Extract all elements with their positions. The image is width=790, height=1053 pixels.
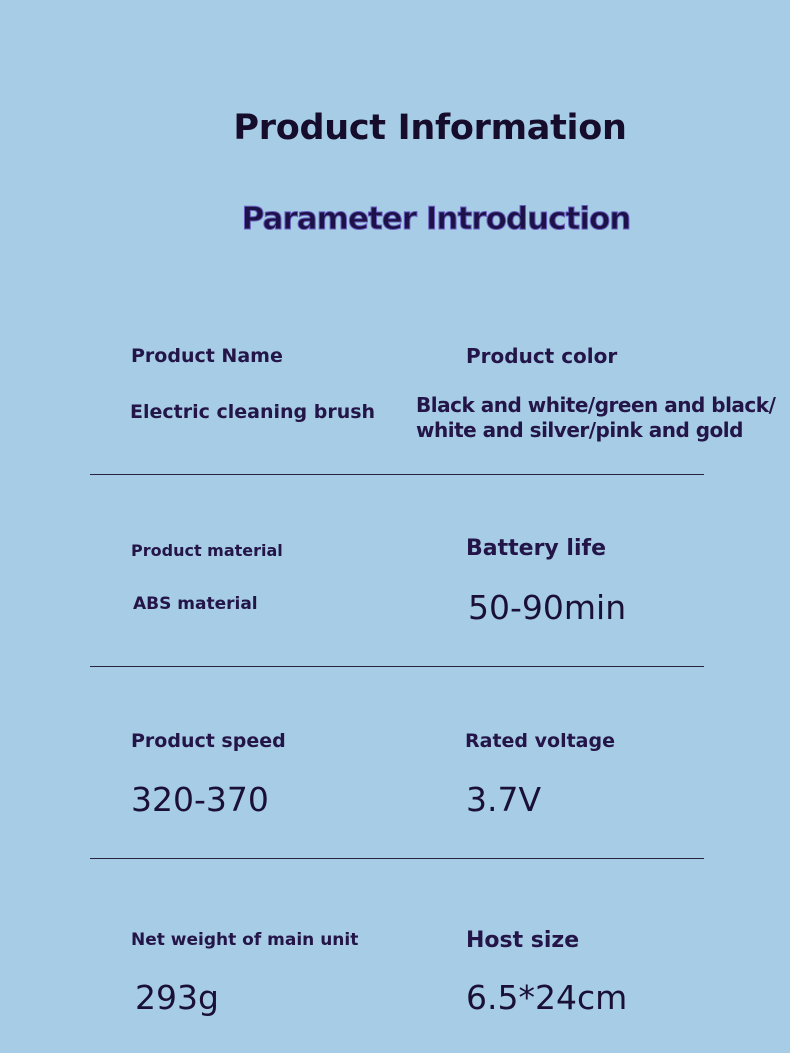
product-color-value-line1: Black and white/green and black/ — [416, 393, 776, 417]
host-size-label: Host size — [466, 928, 580, 953]
product-color-label: Product color — [466, 344, 618, 368]
page-subtitle: Parameter Introduction — [241, 201, 631, 237]
product-color-value-line2: white and silver/pink and gold — [416, 418, 743, 442]
product-color-value — [416, 393, 775, 443]
page-title: Product Information — [233, 108, 627, 148]
product-name-value: Electric cleaning brush — [130, 401, 376, 423]
net-weight-label: Net weight of main unit — [131, 930, 359, 950]
product-name-label: Product Name — [131, 345, 283, 367]
product-material-value: ABS material — [133, 594, 258, 614]
product-speed-value: 320-370 — [131, 780, 269, 819]
divider-2 — [90, 666, 704, 667]
rated-voltage-label: Rated voltage — [465, 730, 615, 752]
product-material-label: Product material — [131, 541, 283, 560]
divider-3 — [90, 858, 704, 859]
product-speed-label: Product speed — [131, 730, 286, 752]
host-size-value: 6.5*24cm — [466, 978, 628, 1017]
rated-voltage-value: 3.7V — [466, 780, 542, 819]
net-weight-value: 293g — [135, 978, 219, 1017]
divider-1 — [90, 474, 704, 475]
battery-life-label: Battery life — [466, 536, 606, 561]
battery-life-value: 50-90min — [468, 588, 627, 627]
